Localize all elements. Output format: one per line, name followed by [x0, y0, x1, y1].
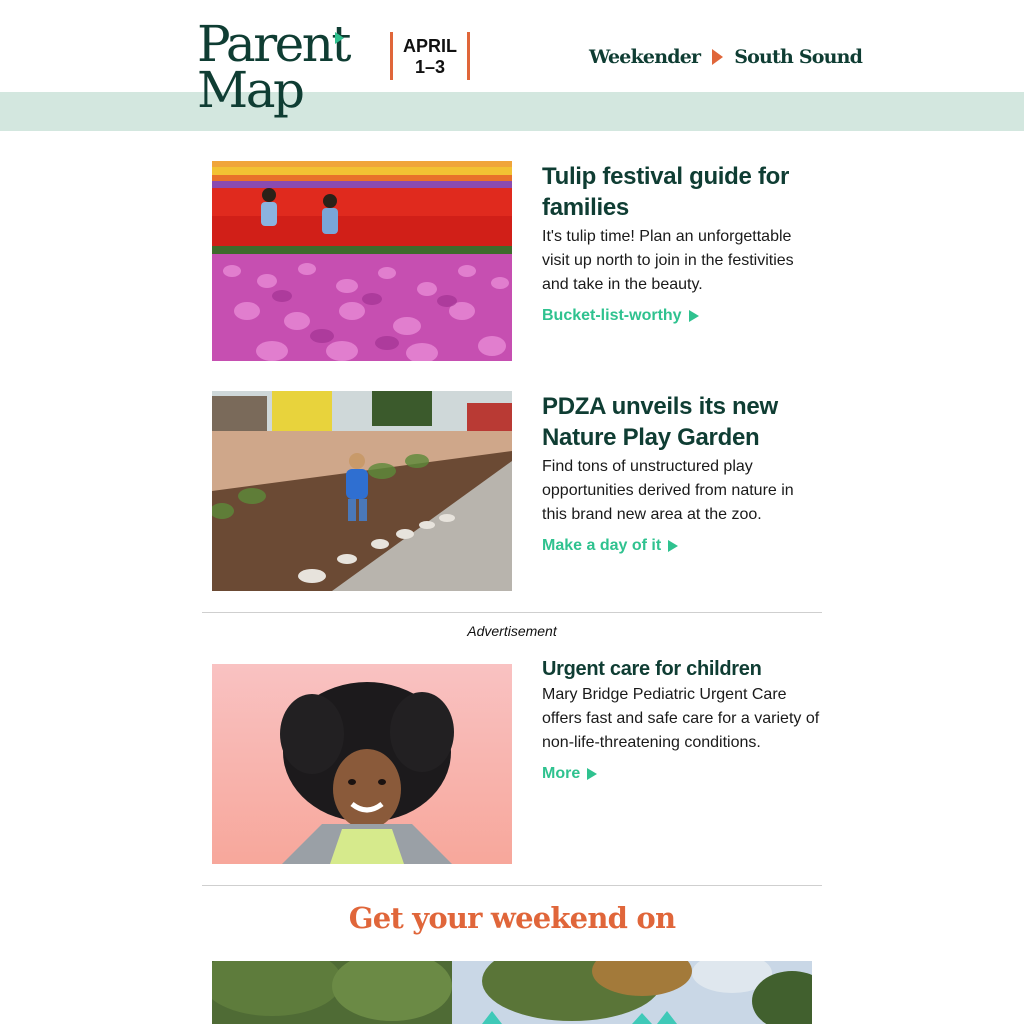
section-heading: Get your weekend on [348, 901, 676, 935]
email-header [0, 0, 1024, 131]
bucket-list-worthy-link[interactable] [542, 307, 699, 325]
advertisement-description: Mary Bridge Pediatric Urgent Care offers fast and safe care for a variety of non-life-threatening conditions. [542, 686, 820, 751]
article-description: It's tulip time! Plan an unforgettable visit up north to join in the festivities and take in the beauty. [542, 228, 794, 293]
more-link[interactable] [542, 765, 597, 783]
logo-play-icon [335, 32, 344, 44]
article-text [542, 161, 822, 325]
cta-label: Bucket-list-worthy [542, 307, 682, 324]
advertisement-text [542, 657, 822, 783]
issue-date-days: 1–3 [414, 57, 446, 77]
play-arrow-icon [668, 540, 678, 552]
cta-label: More [542, 765, 581, 782]
parentmap-logo[interactable] [197, 14, 357, 122]
outdoor-trees-photo[interactable] [212, 961, 812, 1024]
nature-play-garden-photo[interactable] [212, 391, 512, 591]
article-text [542, 391, 822, 555]
newsletter-breadcrumb [589, 43, 862, 71]
divider [202, 612, 822, 613]
divider [202, 885, 822, 886]
advertisement-title[interactable]: Urgent care for children [542, 658, 762, 680]
advertisement-label: Advertisement [467, 623, 557, 639]
breadcrumb-weekender: Weekender [589, 46, 701, 68]
article-card [212, 391, 822, 591]
issue-date [390, 32, 470, 80]
article-title[interactable]: PDZA unveils its new Nature Play Garden [542, 393, 778, 451]
play-arrow-icon [587, 768, 597, 780]
article-description: Find tons of unstructured play opportunities derived from nature in this brand new area at the zoo. [542, 458, 794, 523]
advertisement-card [212, 657, 822, 864]
breadcrumb-arrow-icon [712, 49, 723, 65]
issue-date-month: APRIL [403, 36, 457, 56]
logo-word-parent: Parent [197, 15, 349, 73]
header-band [0, 92, 1024, 131]
article-title[interactable]: Tulip festival guide for families [542, 163, 790, 221]
breadcrumb-south-sound: South Sound [734, 46, 863, 68]
tulip-field-photo[interactable] [212, 161, 512, 361]
make-a-day-of-it-link[interactable] [542, 537, 678, 555]
child-portrait-photo[interactable] [212, 664, 512, 864]
logo-word-map: Map [197, 61, 303, 119]
play-arrow-icon [689, 310, 699, 322]
article-card [212, 161, 822, 361]
cta-label: Make a day of it [542, 537, 662, 554]
